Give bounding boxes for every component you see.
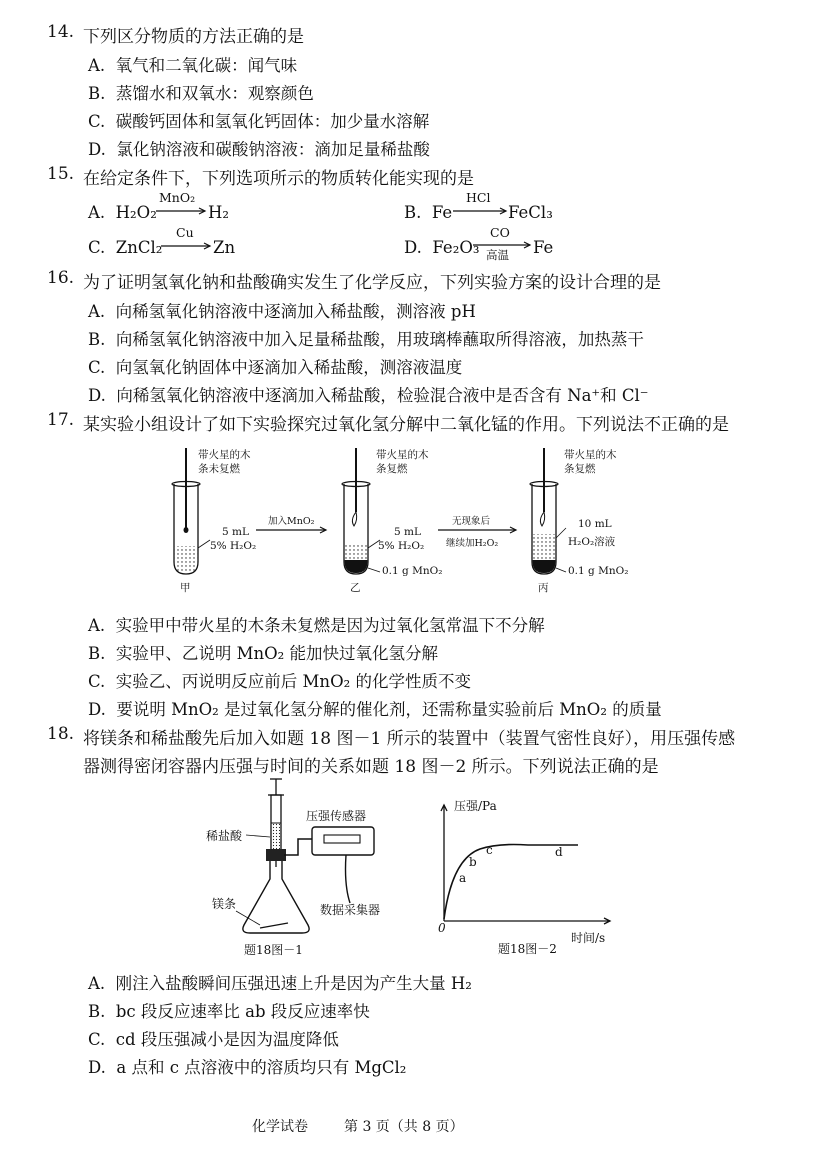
q15-c-product: Zn xyxy=(213,238,236,257)
point-b: b xyxy=(469,855,477,869)
q16-stem: 为了证明氢氧化钠和盐酸确实发生了化学反应，下列实验方案的设计合理的是 xyxy=(83,273,661,293)
q15-option-c: C. ZnCl₂ xyxy=(88,238,163,257)
q15-option-a: A. H₂O₂ xyxy=(88,203,157,222)
q18-option-d: D. a 点和 c 点溶液中的溶质均只有 MgCl₂ xyxy=(88,1058,407,1077)
test-tube-yi xyxy=(342,448,380,574)
q15-a-arrow xyxy=(155,190,207,220)
q16-number: 16. xyxy=(47,268,75,288)
q17-figure xyxy=(160,440,640,610)
q18-option-c: C. cd 段压强减小是因为温度降低 xyxy=(88,1030,339,1049)
apparatus-diagram xyxy=(200,775,420,960)
label-data-collector: 数据采集器 xyxy=(320,903,381,917)
q15-option-d: D. Fe₂O₃ xyxy=(404,238,480,257)
tube3-volume: 10 mL xyxy=(578,518,612,530)
arrow2-label-bottom: 继续加H₂O₂ xyxy=(446,538,499,549)
q18-fig1 xyxy=(200,775,420,960)
tube2-volume: 5 mL xyxy=(394,526,421,538)
q14-option-d: D. 氯化钠溶液和碳酸钠溶液：滴加足量稀盐酸 xyxy=(88,140,430,159)
q18-fig2 xyxy=(428,793,628,963)
tube1-solution: 5% H₂O₂ xyxy=(210,540,257,552)
q18-number: 18. xyxy=(47,724,75,744)
q15-d-condition-top: CO xyxy=(490,225,510,240)
tube2-solid: 0.1 g MnO₂ xyxy=(382,565,443,577)
reaction-arrow-icon xyxy=(155,190,207,220)
fig2-caption: 题18图－2 xyxy=(498,942,557,956)
q15-option-b: B. Fe xyxy=(404,203,453,222)
tube2-solution: 5% H₂O₂ xyxy=(378,540,425,552)
q15-d-product: Fe xyxy=(533,238,554,257)
fig1-caption: 题18图－1 xyxy=(244,943,303,957)
q17-option-b: B. 实验甲、乙说明 MnO₂ 能加快过氧化氢分解 xyxy=(88,644,439,663)
q17-option-c: C. 实验乙、丙说明反应前后 MnO₂ 的化学性质不变 xyxy=(88,672,471,691)
q15-number: 15. xyxy=(47,164,75,184)
tube2-name: 乙 xyxy=(350,582,361,594)
point-c: c xyxy=(486,843,493,857)
tube3-solid: 0.1 g MnO₂ xyxy=(568,565,629,577)
label-dilute-hcl: 稀盐酸 xyxy=(206,829,243,843)
q18-stem-line2: 器测得密闭容器内压强与时间的关系如题 18 图－2 所示。下列说法正确的是 xyxy=(83,757,659,777)
footer-page: 第 3 页（共 8 页） xyxy=(344,1119,464,1135)
reaction-arrow-icon xyxy=(452,190,508,220)
q14-option-a: A. 氧气和二氧化碳：闻气味 xyxy=(88,56,298,75)
q16-option-c: C. 向氢氧化钠固体中逐滴加入稀盐酸，测溶液温度 xyxy=(88,358,463,377)
tube3-name: 丙 xyxy=(538,582,549,594)
q15-stem: 在给定条件下，下列选项所示的物质转化能实现的是 xyxy=(83,169,474,189)
arrow1-label: 加入MnO₂ xyxy=(268,516,315,527)
tube1-name: 甲 xyxy=(180,582,191,594)
q18-option-a: A. 刚注入盐酸瞬间压强迅速上升是因为产生大量 H₂ xyxy=(88,974,472,993)
q16-option-a: A. 向稀氢氧化钠溶液中逐滴加入稀盐酸，测溶液 pH xyxy=(88,302,476,321)
q14-option-b: B. 蒸馏水和双氧水：观察颜色 xyxy=(88,84,314,103)
q15-d-condition-bottom: 高温 xyxy=(486,248,509,262)
label-mg-strip: 镁条 xyxy=(212,897,237,911)
q15-c-arrow xyxy=(160,225,212,255)
q14-stem: 下列区分物质的方法正确的是 xyxy=(83,27,304,47)
reaction-arrow-icon xyxy=(472,225,532,255)
q14-number: 14. xyxy=(47,22,75,42)
q15-b-condition: HCl xyxy=(466,190,491,205)
q15-a-product: H₂ xyxy=(208,203,230,222)
point-a: a xyxy=(459,871,467,885)
tube3-splint-label: 带火星的木 条复燃 xyxy=(564,449,617,475)
tube3-solution: H₂O₂溶液 xyxy=(568,536,616,548)
arrow2-label-top: 无现象后 xyxy=(452,516,491,527)
q18-option-b: B. bc 段反应速率比 ab 段反应速率快 xyxy=(88,1002,370,1021)
q15-b-product: FeCl₃ xyxy=(508,203,553,222)
test-tube-bing xyxy=(530,448,566,574)
q18-stem-line1: 将镁条和稀盐酸先后加入如题 18 图－1 所示的装置中（装置气密性良好），用压强传感 xyxy=(83,729,736,749)
q17-number: 17. xyxy=(47,410,75,430)
q16-option-d: D. 向稀氢氧化钠溶液中逐滴加入稀盐酸，检验混合液中是否含有 Na⁺和 Cl⁻ xyxy=(88,386,649,405)
reaction-arrow-icon xyxy=(160,225,212,255)
q15-c-condition: Cu xyxy=(176,225,194,240)
q15-d-arrow xyxy=(472,225,532,265)
q15-b-arrow xyxy=(452,190,508,220)
tube2-splint-label: 带火星的木 条复燃 xyxy=(376,449,429,475)
tube1-splint-label: 带火星的木 条未复燃 xyxy=(198,449,251,475)
fig2-xlabel: 时间/s xyxy=(571,931,606,945)
point-d: d xyxy=(555,845,563,859)
fig2-ylabel: 压强/Pa xyxy=(454,799,497,813)
q15-a-condition: MnO₂ xyxy=(159,190,196,205)
q17-option-d: D. 要说明 MnO₂ 是过氧化氢分解的催化剂，还需称量实验前后 MnO₂ 的质量 xyxy=(88,700,662,719)
footer-subject: 化学试卷 xyxy=(252,1119,308,1135)
fig2-origin: 0 xyxy=(438,921,446,935)
q16-option-b: B. 向稀氢氧化钠溶液中加入足量稀盐酸，用玻璃棒蘸取所得溶液，加热蒸干 xyxy=(88,330,644,349)
q17-stem: 某实验小组设计了如下实验探究过氧化氢分解中二氧化锰的作用。下列说法不正确的是 xyxy=(83,415,729,435)
q17-option-a: A. 实验甲中带火星的木条未复燃是因为过氧化氢常温下不分解 xyxy=(88,616,545,635)
label-pressure-sensor: 压强传感器 xyxy=(306,809,367,823)
tube1-volume: 5 mL xyxy=(222,526,249,538)
q14-option-c: C. 碳酸钙固体和氢氧化钙固体：加少量水溶解 xyxy=(88,112,430,131)
